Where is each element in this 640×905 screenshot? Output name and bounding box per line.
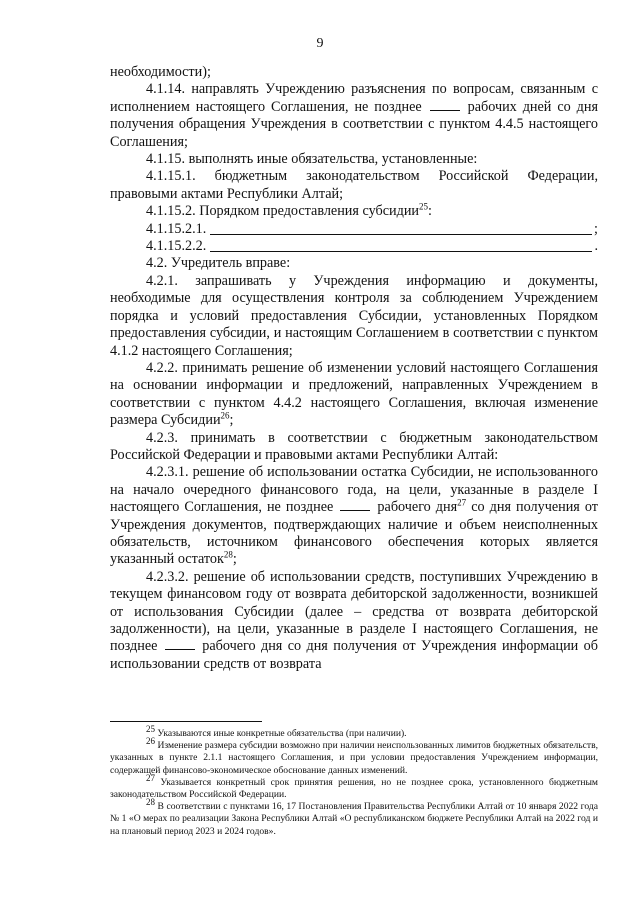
paragraph: 4.2.3.1. решение об использовании остатка Субсидии, не использованного на начало очередного финансового года, на цели, указанные в разделе I настоящего Соглашения, не позднее рабочего дня$^{27}$ со дня получения от Учреждения документов, подтверждающих наличие и объем неисполненных обязательств, источником финансового обеспечения которых является указанный остаток$^{28}$; xyxy=(110,464,598,568)
paragraph: 4.2.1. запрашивать у Учреждения информацию и документы, необходимые для осуществления контроля за соблюдением Учреждением порядка и условий предоставления Субсидии, установленных Порядком предоставления субсидии, и настоящим Соглашением в соответствии с пунктом 4.1.2 настоящего Соглашения; xyxy=(110,272,598,359)
page-number: 9 xyxy=(316,36,324,51)
blank-field xyxy=(430,109,460,111)
footnote-ref: 25 xyxy=(419,201,429,212)
item-end: . xyxy=(594,238,598,255)
footnote: $^{25}$ Указываются иные конкретные обязательства (при наличии). xyxy=(146,723,407,739)
footnote-separator xyxy=(110,721,262,722)
item-end: ; xyxy=(594,220,598,237)
footnote-ref: 27 xyxy=(457,497,467,508)
footnote-number: 28 xyxy=(146,797,155,808)
paragraph: 4.2. Учредитель вправе: xyxy=(146,255,291,272)
fill-in-line xyxy=(110,221,598,238)
footnote-number: 27 xyxy=(146,772,155,783)
paragraph: 4.1.14. направлять Учреждению разъяснения по вопросам, связанным с исполнением настоящего Соглашения, не позднее рабочих дней со дня получения обращения Учреждения в соответствии с пунктом 4.4.5 настоящего Соглашения; xyxy=(110,81,598,150)
document-body xyxy=(110,64,598,673)
item-label: 4.1.15.2.1. xyxy=(146,220,207,237)
blank-field xyxy=(165,648,195,650)
item-label: 4.1.15.2.2. xyxy=(146,238,207,255)
paragraph: 4.1.15.1. бюджетным законодательством Российской Федерации, правовыми актами Республики Алтай; xyxy=(110,168,598,202)
paragraph: 4.2.3. принимать в соответствии с бюджетным законодательством Российской Федерации и правовыми актами Республики Алтай: xyxy=(110,429,598,463)
footnote: $^{27}$ Указывается конкретный срок принятия решения, но не позднее срока, установленного бюджетным законодательством Российской Федерации. xyxy=(110,772,598,801)
blank-field xyxy=(340,509,370,511)
footnote: $^{28}$ В соответствии с пунктами 16, 17 Постановления Правительства Республики Алтай от 10 января 2022 года № 1 «О мерах по реализации Закона Республики Алтай «О республиканском бюджете Республики Алтай на 2022 год и на плановый период 2023 и 2024 годов». xyxy=(110,797,598,837)
paragraph: 4.1.15.2. Порядком предоставления субсидии$^{25}$: xyxy=(146,201,432,220)
paragraph: 4.2.3.2. решение об использовании средств, поступивших Учреждению в текущем финансовом году от возврата дебиторской задолженности, возникшей от использования Субсидии (далее – средства от возврата дебиторской задолженности), на цели, указанные в разделе I настоящего Соглашения, не позднее рабочего дня со дня получения от Учреждения информации об использовании средств от возврата xyxy=(110,568,598,672)
footnote-number: 25 xyxy=(146,723,155,734)
footnote-ref: 26 xyxy=(220,410,230,421)
paragraph: 4.1.15. выполнять иные обязательства, установленные: xyxy=(146,151,478,168)
blank-line xyxy=(210,250,592,252)
fill-in-line xyxy=(110,238,598,255)
footnote: $^{26}$ Изменение размера субсидии возможно при наличии неиспользованных лимитов бюджетных обязательств, указанных в пункте 2.1.1 настоящего Соглашения, и при условии предоставления Учреждением информации, содержащей финансово-экономическое обоснование данных изменений. xyxy=(110,736,598,776)
footnote-ref: 28 xyxy=(223,549,233,560)
blank-line xyxy=(210,233,592,235)
footnotes xyxy=(110,723,598,838)
paragraph: необходимости); xyxy=(110,64,211,80)
footnote-number: 26 xyxy=(146,736,155,747)
paragraph: 4.2.2. принимать решение об изменении условий настоящего Соглашения на основании информации и предложений, направленных Учреждением в соответствии с пунктом 4.4.2 настоящего Соглашения, включая изменение размера Субсидии$^{26}$; xyxy=(110,359,598,429)
